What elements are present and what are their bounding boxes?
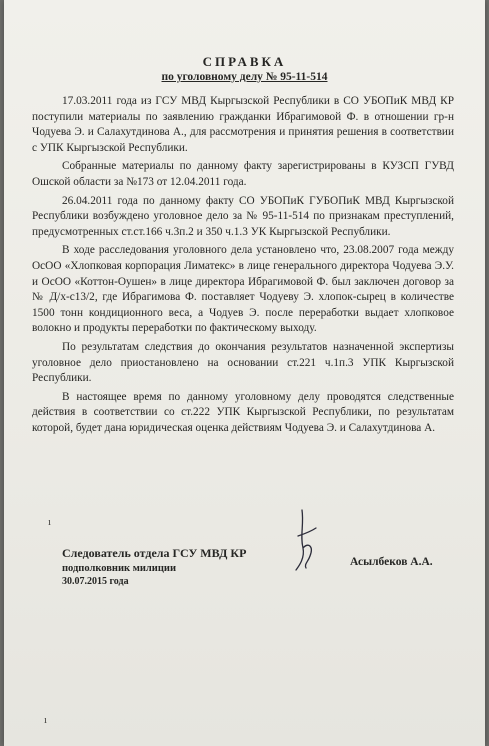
handwritten-signature <box>290 506 330 576</box>
paragraph: 26.04.2011 года по данному факту СО УБОПиК ГУБОПиК МВД Кыргызской Республики возбуждено уголовное дело за № 95-11-514 по признакам преступлений, предусмотренных ст.ст.166 ч.3п.2 и 350 ч.1.3 УК Кыргызской Республики. <box>32 194 454 238</box>
signer-rank: подполковник милиции <box>62 563 176 574</box>
paragraph: Собранные материалы по данному факту зарегистрированы в КУЗСП ГУВД Ошской области за №173 от 12.04.2011 года. <box>32 160 454 188</box>
paragraph: По результатам следствия до окончания результатов назначенной экспертизы уголовное дело приостановлено на основании ст.221 ч.1п.3 УПК Кыргызской Республики. <box>32 340 454 385</box>
paragraph: 17.03.2011 года из ГСУ МВД Кыргызской Республики в СО УБОПиК МВД КР поступили материалы по заявлению гражданки Ибрагимовой Ф. в отношении гр-н Чодуева Э. и Салахутдинова А., для рассмотрения и принятия решения в соответствии с УПК Кыргызской Республики. <box>32 95 454 154</box>
paragraph: В настоящее время по данному уголовному делу проводятся следственные действия в соответствии со ст.222 УПК Кыргызской Республики, по результатам которой, будет дана юридическая оценка действиям Чодуева Э. и Салахутдинова А. <box>32 390 454 434</box>
signer-position: Следователь отдела ГСУ МВД КР <box>62 546 247 560</box>
document-title: СПРАВКА <box>202 54 287 69</box>
paragraph: В ходе расследования уголовного дела установлено что, 23.08.2007 года между ОсОО «Хлопковая корпорация Лиматекс» в лице генерального директора Чодуева Э.У. и ОсОО «Коттон-Оушен» в лице директора Ибрагимовой Ф. был заключен договор за № Д/х-с13/2, где Ибрагимова Ф. поставляет Чодуеву Э. хлопок-сырец в количестве 1500 тонн кондиционного веса, а Чодуев Э. после переработки выдает хлопковое волокно и продукты переработки по фактическому выходу. <box>32 244 454 335</box>
margin-mark: ı <box>48 516 52 528</box>
document-page <box>4 0 485 746</box>
signer-name: Асылбеков А.А. <box>350 556 433 568</box>
document-date: 30.07.2015 года <box>62 576 129 587</box>
signature-block <box>62 546 246 587</box>
margin-mark: ı <box>44 714 48 726</box>
document-subtitle: по уголовному делу № 95-11-514 <box>161 71 328 83</box>
document-body <box>32 94 454 439</box>
